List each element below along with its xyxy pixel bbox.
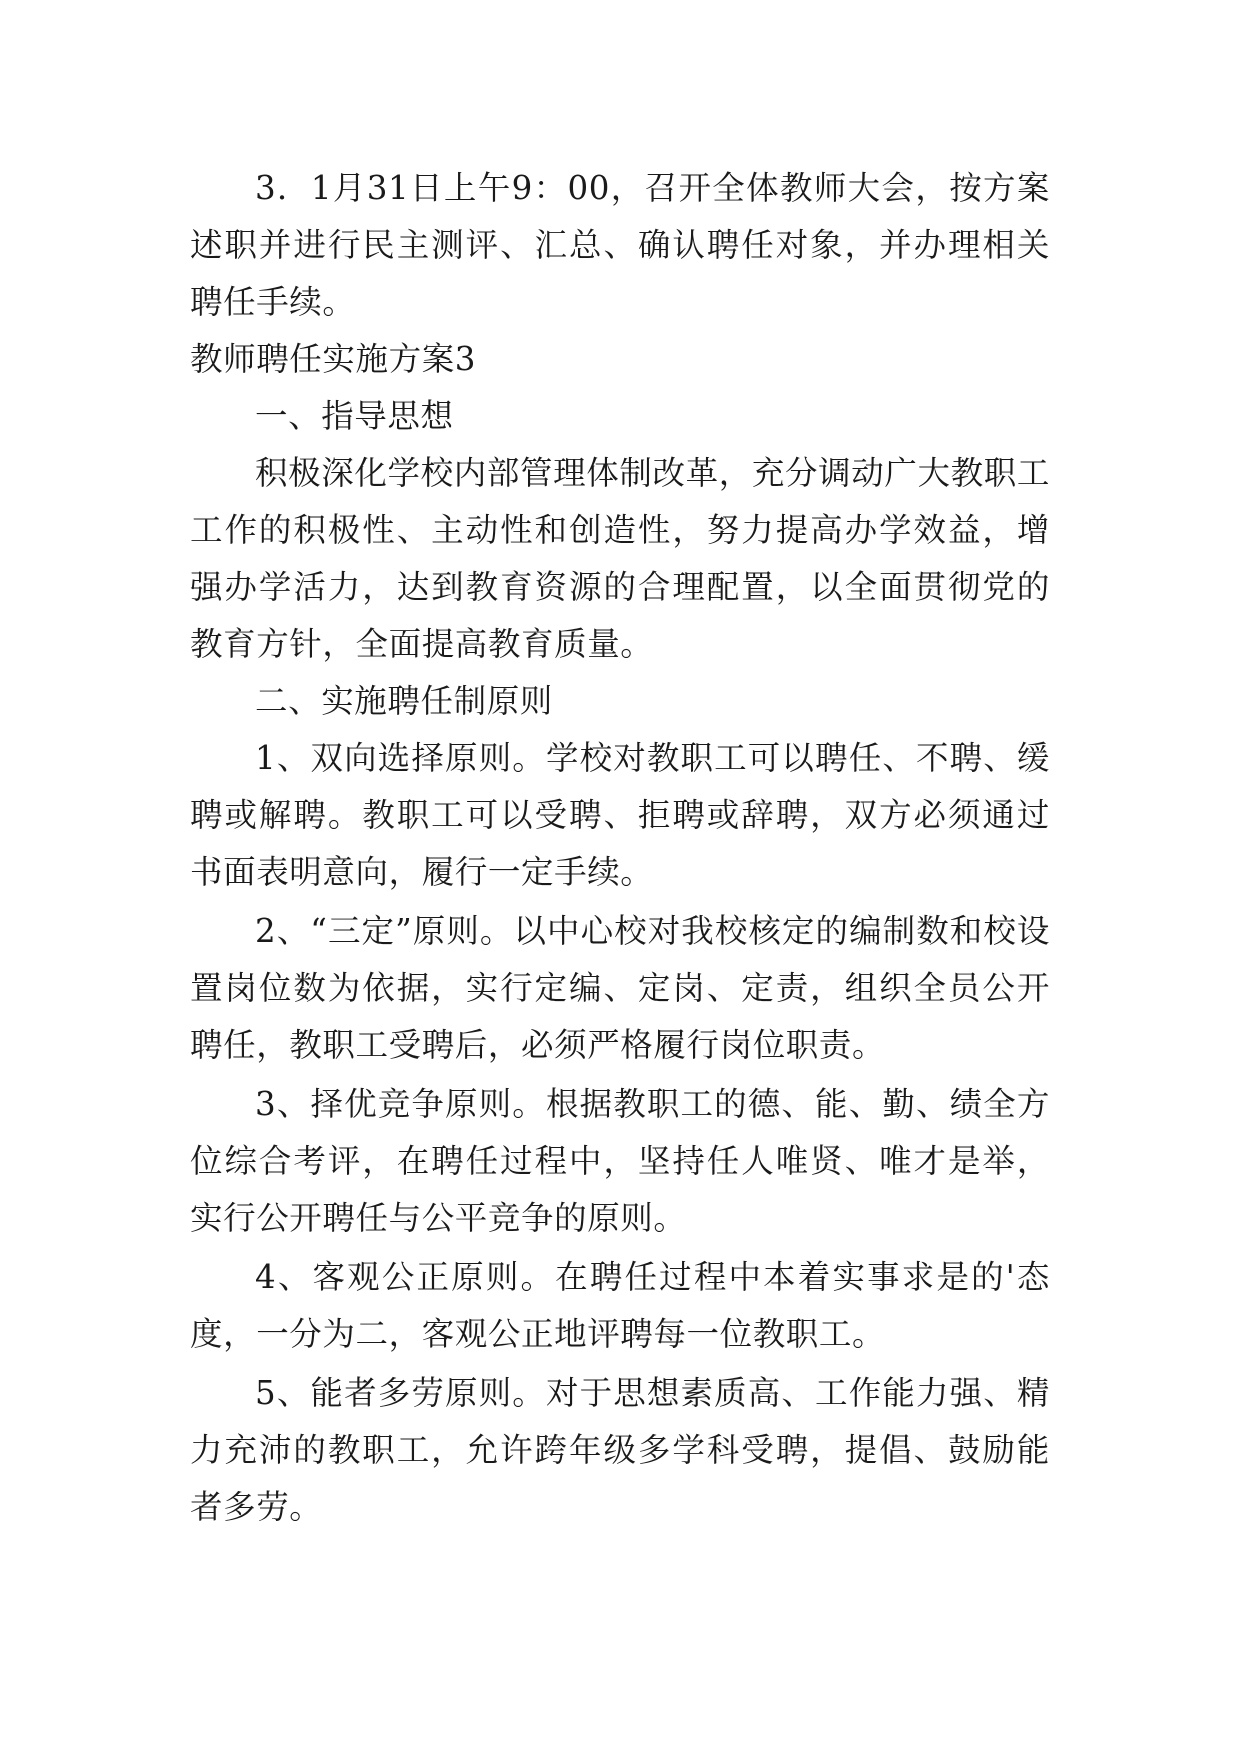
paragraph-schedule: 3．1月31日上午9：00，召开全体教师大会，按方案述职并进行民主测评、汇总、确认聘任对象，并办理相关聘任手续。: [190, 169, 1050, 321]
paragraph-principle-4: 4、客观公正原则。在聘任过程中本着实事求是的'态度，一分为二，客观公正地评聘每一位教职工。: [190, 1258, 1050, 1353]
paragraph-principle-1: 1、双向选择原则。学校对教职工可以聘任、不聘、缓聘或解聘。教职工可以受聘、拒聘或辞聘，双方必须通过书面表明意向，履行一定手续。: [190, 739, 1050, 891]
paragraph-principle-3: 3、择优竞争原则。根据教职工的德、能、勤、绩全方位综合考评，在聘任过程中，坚持任人唯贤、唯才是举，实行公开聘任与公平竞争的原则。: [190, 1085, 1050, 1237]
paragraph-guiding-ideology: 积极深化学校内部管理体制改革，充分调动广大教职工工作的积极性、主动性和创造性，努力提高办学效益，增强办学活力，达到教育资源的合理配置，以全面贯彻党的教育方针，全面提高教育质量。: [190, 454, 1050, 663]
document-body: [190, 160, 1050, 1536]
paragraph-principle-2: 2、“三定”原则。以中心校对我校核定的编制数和校设置岗位数为依据，实行定编、定岗、定责，组织全员公开聘任，教职工受聘后，必须严格履行岗位职责。: [190, 912, 1050, 1064]
paragraph-principle-5: 5、能者多劳原则。对于思想素质高、工作能力强、精力充沛的教职工，允许跨年级多学科受聘，提倡、鼓励能者多劳。: [190, 1374, 1050, 1526]
document-title: 教师聘任实施方案3: [190, 340, 477, 378]
section-heading-guiding-ideology: 一、指导思想: [255, 397, 454, 435]
section-heading-principles: 二、实施聘任制原则: [255, 682, 553, 720]
